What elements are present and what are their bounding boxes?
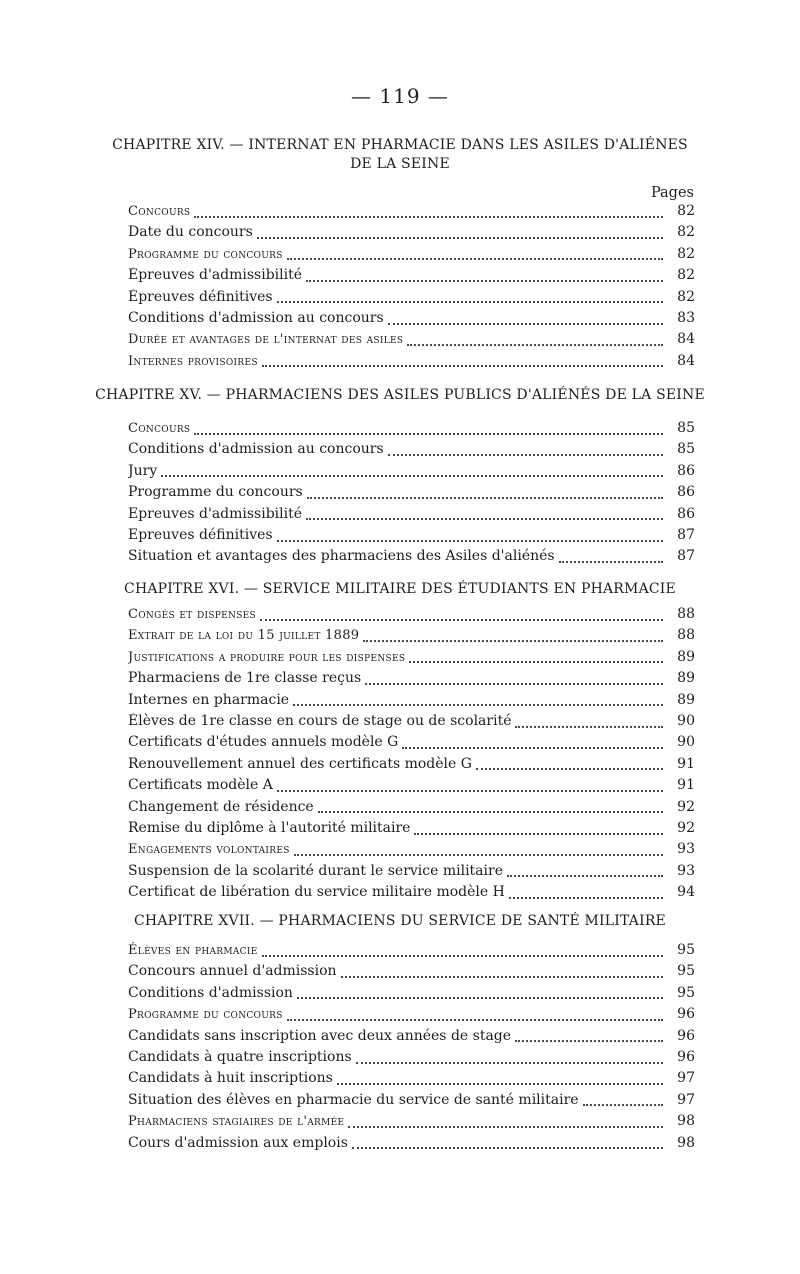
chapter-title-line: CHAPITRE XIV. — INTERNAT EN PHARMACIE DANS LES ASILES D'ALIÉNES (112, 137, 688, 153)
toc-entry[interactable] (128, 863, 695, 884)
entry-label: Épreuves définitives (128, 288, 273, 305)
toc-entry[interactable] (128, 1006, 695, 1027)
entry-page: 82 (677, 288, 695, 305)
entry-label: Programme du concours (128, 1007, 283, 1023)
toc-entry[interactable] (128, 420, 695, 441)
toc-entry[interactable] (128, 777, 695, 798)
leader-dots (509, 897, 663, 899)
entry-label: Candidats à huit inscriptions (128, 1070, 333, 1087)
entry-page: 87 (677, 548, 695, 565)
toc-entry[interactable] (128, 756, 695, 777)
chapter-title (0, 136, 800, 174)
entry-label: Conditions d'admission au concours (128, 441, 384, 458)
toc-entry[interactable] (128, 331, 695, 352)
entry-page: 98 (677, 1113, 695, 1130)
entry-page: 89 (677, 670, 695, 687)
entry-label: Cours d'admission aux emplois (128, 1134, 348, 1151)
chapter-xv-entries (128, 420, 695, 570)
toc-entry[interactable] (128, 1028, 695, 1049)
entry-page: 96 (677, 1006, 695, 1023)
entry-page: 93 (677, 841, 695, 858)
toc-entry[interactable] (128, 1049, 695, 1070)
entry-page: 88 (677, 606, 695, 622)
leader-dots (307, 497, 663, 499)
toc-entry[interactable] (128, 527, 695, 548)
entry-page: 93 (677, 862, 695, 879)
toc-entry[interactable] (128, 463, 695, 484)
leader-dots (337, 1083, 663, 1085)
toc-entry[interactable] (128, 670, 695, 691)
toc-entry[interactable] (128, 353, 695, 374)
entry-label: Certificats modèle A (128, 777, 273, 794)
entry-label: Pharmaciens stagiaires de l'armée (128, 1114, 345, 1130)
leader-dots (583, 1104, 663, 1106)
toc-entry[interactable] (128, 1113, 695, 1134)
entry-page: 97 (677, 1070, 695, 1087)
leader-dots (407, 344, 663, 346)
entry-label: Élèves de 1re classe en cours de stage ou de scolarité (128, 712, 512, 729)
entry-label: Concours annuel d'admission (128, 963, 337, 980)
toc-entry[interactable] (128, 484, 695, 505)
entry-page: 82 (677, 267, 695, 284)
leader-dots (306, 518, 663, 520)
toc-entry[interactable] (128, 985, 695, 1006)
entry-page: 94 (677, 884, 695, 901)
entry-page: 83 (677, 309, 695, 326)
leader-dots (293, 704, 663, 706)
entry-page: 92 (677, 798, 695, 815)
page-number: — 119 — (351, 84, 449, 108)
leader-dots (294, 854, 663, 856)
toc-entry[interactable] (128, 627, 695, 648)
entry-label: Extrait de la loi du 15 juillet 1889 (128, 628, 360, 644)
entry-label: Concours (128, 421, 191, 436)
entry-page: 90 (677, 734, 695, 751)
entry-page: 85 (677, 441, 695, 458)
toc-entry[interactable] (128, 884, 695, 905)
leader-dots (507, 875, 663, 877)
toc-entry[interactable] (128, 203, 695, 224)
toc-entry[interactable] (128, 820, 695, 841)
toc-entry[interactable] (128, 942, 695, 963)
toc-entry[interactable] (128, 289, 695, 310)
entry-label: Certificat de libération du service militaire modèle H (128, 884, 505, 901)
entry-label: Durée et avantages de l'internat des asiles (128, 332, 404, 348)
toc-entry[interactable] (128, 713, 695, 734)
pages-label: Pages (650, 185, 694, 201)
entry-page: 89 (677, 691, 695, 708)
chapter-title-line: DE LA SEINE (350, 156, 450, 172)
leader-dots (515, 726, 663, 728)
entry-label: Programme du concours (128, 246, 283, 262)
leader-dots (287, 1019, 663, 1021)
leader-dots (262, 955, 663, 957)
leader-dots (341, 976, 663, 978)
entry-label: Pharmaciens de 1re classe reçus (128, 670, 362, 687)
leader-dots (277, 301, 663, 303)
leader-dots (161, 475, 663, 477)
leader-dots (194, 216, 663, 218)
entry-page: 84 (677, 352, 695, 369)
toc-entry[interactable] (128, 267, 695, 288)
leader-dots (352, 1147, 663, 1149)
leader-dots (318, 811, 663, 813)
entry-page: 96 (677, 1048, 695, 1065)
entry-label: Suspension de la scolarité durant le service militaire (128, 862, 503, 879)
leader-dots (297, 997, 663, 999)
leader-dots (257, 237, 663, 239)
leader-dots (365, 683, 663, 685)
toc-entry[interactable] (128, 548, 695, 569)
entry-page: 95 (677, 942, 695, 958)
toc-entry[interactable] (128, 441, 695, 462)
entry-label: Date du concours (128, 224, 253, 241)
entry-label: Conditions d'admission (128, 984, 293, 1001)
entry-label: Renouvellement annuel des certificats modèle G (128, 755, 472, 772)
leader-dots (476, 768, 663, 770)
toc-entry[interactable] (128, 734, 695, 755)
toc-entry[interactable] (128, 841, 695, 862)
entry-label: Changement de résidence (128, 798, 314, 815)
entry-page: 90 (677, 712, 695, 729)
leader-dots (262, 365, 663, 367)
entry-page: 92 (677, 819, 695, 836)
leader-dots (409, 661, 663, 663)
leader-dots (356, 1062, 663, 1064)
entry-label: Congés et dispenses (128, 607, 257, 622)
chapter-xiv (0, 136, 800, 174)
chapter-title (0, 386, 800, 405)
entry-page: 95 (677, 984, 695, 1001)
toc-entry[interactable] (128, 246, 695, 267)
toc-entry[interactable] (128, 310, 695, 331)
chapter-xvi-entries (128, 606, 695, 905)
entry-label: Conditions d'admission au concours (128, 309, 384, 326)
toc-entry[interactable] (128, 1135, 695, 1156)
leader-dots (402, 747, 663, 749)
chapter-title-line: CHAPITRE XVII. — PHARMACIENS DU SERVICE DE SANTÉ MILITAIRE (134, 913, 666, 929)
entry-label: Justifications a produire pour les dispenses (128, 649, 406, 665)
toc-entry[interactable] (128, 799, 695, 820)
entry-page: 96 (677, 1027, 695, 1044)
entry-page: 89 (677, 648, 695, 665)
entry-label: Épreuves d'admissibilité (128, 267, 303, 284)
entry-label: Epreuves définitives (128, 526, 273, 543)
entry-label: Élèves en pharmacie (128, 943, 258, 958)
entry-label: Engagements volontaires (128, 842, 290, 858)
chapter-xv (0, 386, 800, 405)
entry-label: Internes en pharmacie (128, 691, 290, 708)
leader-dots (306, 280, 663, 282)
entry-page: 95 (677, 963, 695, 980)
chapter-xiv-entries (128, 203, 695, 374)
chapter-xvii-entries (128, 942, 695, 1156)
leader-dots (363, 640, 663, 642)
entry-page: 86 (677, 462, 695, 479)
toc-entry[interactable] (128, 224, 695, 245)
leader-dots (194, 433, 663, 435)
toc-entry[interactable] (128, 1070, 695, 1091)
entry-label: Concours (128, 204, 191, 219)
chapter-title-line: CHAPITRE XV. — PHARMACIENS DES ASILES PUBLICS D'ALIÉNÉS DE LA SEINE (95, 387, 705, 403)
toc-entry[interactable] (128, 692, 695, 713)
leader-dots (388, 323, 663, 325)
entry-page: 82 (677, 224, 695, 241)
leader-dots (260, 619, 663, 621)
leader-dots (515, 1040, 663, 1042)
entry-page: 86 (677, 505, 695, 522)
entry-page: 82 (677, 203, 695, 219)
leader-dots (559, 561, 663, 563)
entry-page: 84 (677, 331, 695, 348)
entry-label: Candidats sans inscription avec deux années de stage (128, 1027, 512, 1044)
entry-label: Certificats d'études annuels modèle G (128, 734, 399, 751)
entry-page: 87 (677, 526, 695, 543)
entry-label: Candidats à quatre inscriptions (128, 1048, 352, 1065)
leader-dots (277, 790, 663, 792)
leader-dots (388, 454, 663, 456)
leader-dots (348, 1126, 663, 1128)
entry-page: 82 (677, 245, 695, 262)
entry-page: 97 (677, 1091, 695, 1108)
toc-entry[interactable] (128, 649, 695, 670)
chapter-title (0, 912, 800, 931)
toc-entry[interactable] (128, 1092, 695, 1113)
chapter-title (0, 580, 800, 599)
entry-label: Situation des élèves en pharmacie du service de santé militaire (128, 1091, 579, 1108)
toc-entry[interactable] (128, 963, 695, 984)
entry-label: Jury (128, 462, 158, 479)
entry-page: 91 (677, 755, 695, 772)
entry-label: Remise du diplôme à l'autorité militaire (128, 819, 411, 836)
toc-entry[interactable] (128, 606, 695, 627)
leader-dots (414, 833, 663, 835)
entry-page: 88 (677, 627, 695, 644)
entry-page: 98 (677, 1134, 695, 1151)
chapter-title-line: CHAPITRE XVI. — SERVICE MILITAIRE DES ÉTUDIANTS EN PHARMACIE (124, 581, 676, 597)
leader-dots (277, 540, 663, 542)
entry-page: 85 (677, 420, 695, 436)
toc-entry[interactable] (128, 506, 695, 527)
entry-page: 91 (677, 777, 695, 794)
entry-label: Programme du concours (128, 484, 303, 501)
entry-page: 86 (677, 484, 695, 501)
entry-label: Epreuves d'admissibilité (128, 505, 303, 522)
entry-label: Situation et avantages des pharmaciens des Asiles d'aliénés (128, 548, 555, 565)
chapter-xvii (0, 912, 800, 931)
leader-dots (287, 258, 663, 260)
entry-label: Internes provisoires (128, 353, 258, 369)
chapter-xvi (0, 580, 800, 599)
